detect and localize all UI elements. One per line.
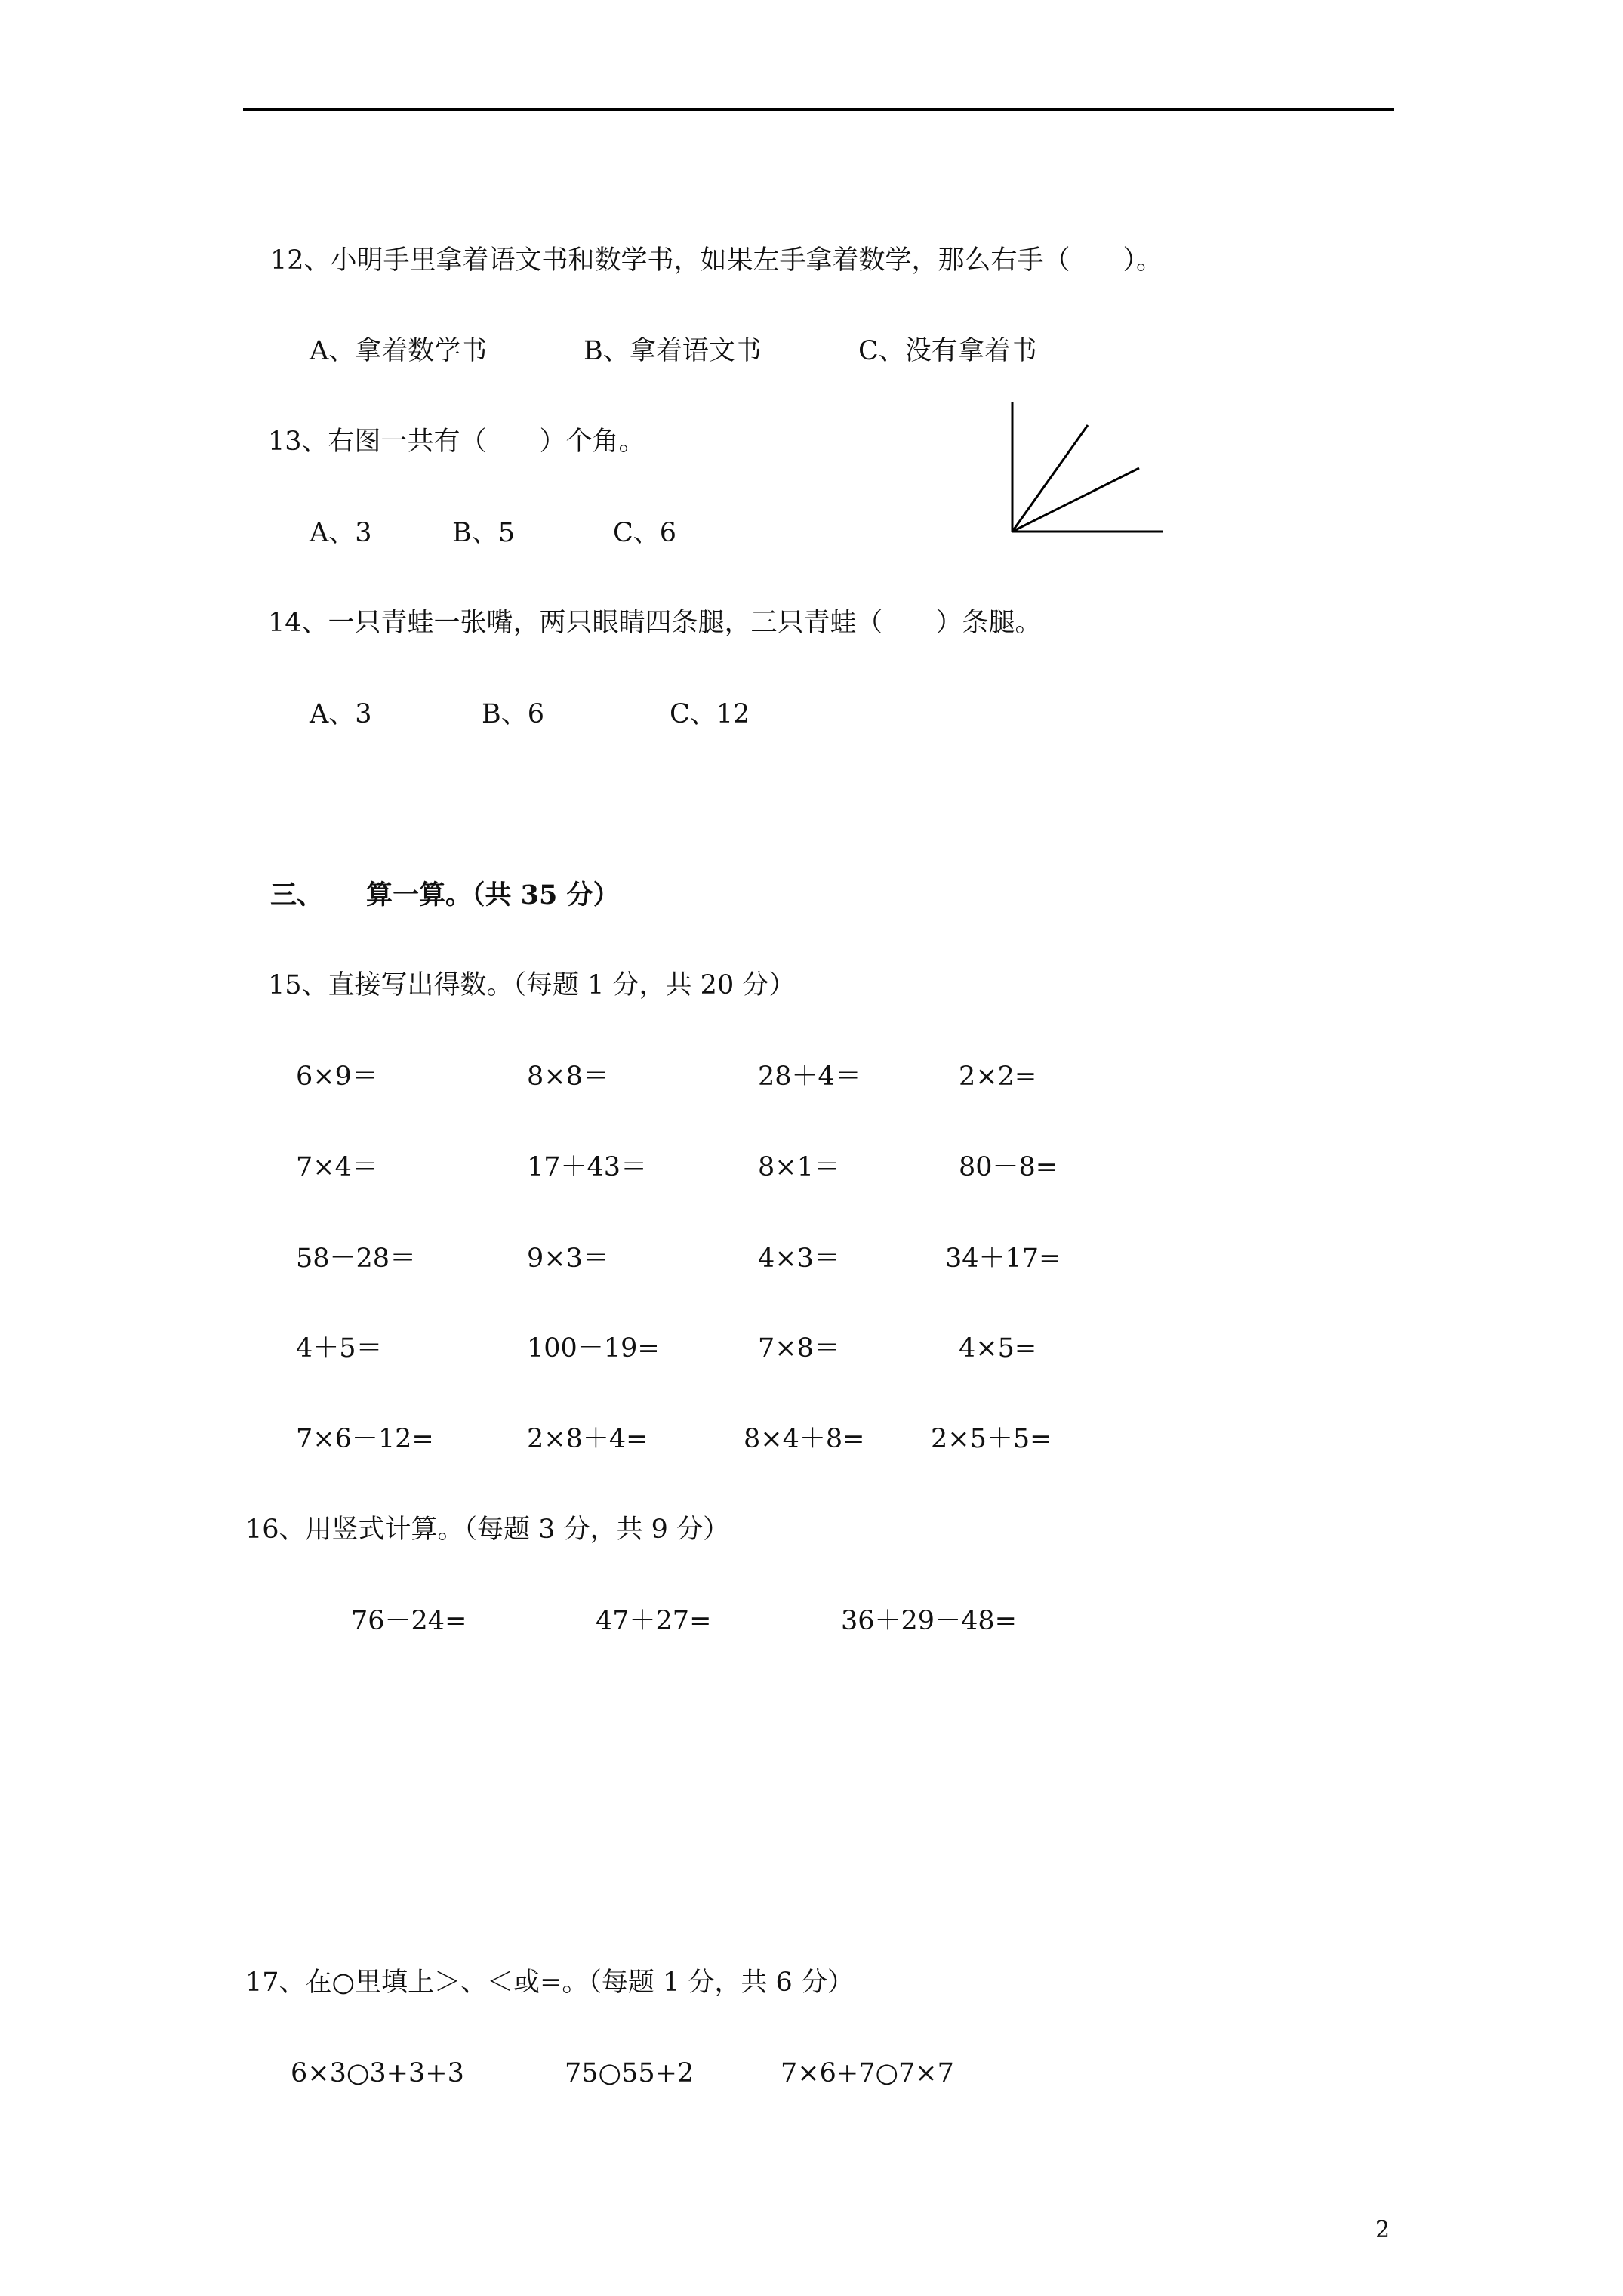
- q15-question: 15、直接写出得数。（每题 1 分，共 20 分）: [268, 970, 796, 1000]
- q12-option-a: A、拿着数学书: [310, 336, 488, 366]
- q15-r2-c3: 8×1＝: [758, 1152, 840, 1182]
- q14-option-a: A、3: [310, 699, 372, 729]
- angle-steep-ray: [1012, 425, 1088, 532]
- q12-option-b: B、拿着语文书: [584, 336, 762, 366]
- q14-option-c: C、12: [670, 699, 750, 729]
- q13-question: 13、右图一共有（ ）个角。: [268, 427, 645, 457]
- q13-option-b: B、5: [452, 518, 515, 548]
- q15-r5-c1: 7×6－12=: [296, 1424, 434, 1454]
- q12-option-c: C、没有拿着书: [858, 336, 1037, 366]
- q15-r1-c1: 6×9＝: [296, 1062, 378, 1092]
- q16-item-1: 76－24=: [351, 1606, 467, 1636]
- q15-r3-c3: 4×3＝: [758, 1244, 840, 1274]
- q15-r1-c2: 8×8＝: [527, 1062, 609, 1092]
- q15-r3-c1: 58－28＝: [296, 1244, 417, 1274]
- section-3-number: 三、: [270, 880, 324, 911]
- q16-item-3: 36＋29－48=: [841, 1606, 1017, 1636]
- q15-r5-c2: 2×8＋4=: [527, 1424, 648, 1454]
- q15-r3-c2: 9×3＝: [527, 1244, 609, 1274]
- q15-r1-c3: 28＋4＝: [758, 1062, 861, 1092]
- q15-r5-c4: 2×5＋5=: [931, 1424, 1052, 1454]
- q16-question: 16、用竖式计算。（每题 3 分，共 9 分）: [245, 1515, 730, 1545]
- q16-item-2: 47＋27=: [596, 1606, 712, 1636]
- q15-r4-c3: 7×8＝: [758, 1333, 840, 1364]
- page-number: 2: [1375, 2217, 1390, 2243]
- q15-r4-c2: 100－19=: [527, 1333, 660, 1364]
- q17-item-3: 7×6+7○7×7: [781, 2058, 954, 2088]
- q17-item-2: 75○55+2: [565, 2058, 694, 2088]
- q14-option-b: B、6: [482, 699, 544, 729]
- angle-figure: [1008, 399, 1168, 542]
- q15-r2-c2: 17＋43＝: [527, 1152, 648, 1182]
- q15-r4-c1: 4＋5＝: [296, 1333, 383, 1364]
- q17-item-1: 6×3○3+3+3: [291, 2058, 464, 2088]
- q15-r3-c4: 34＋17=: [945, 1244, 1061, 1274]
- q12-question: 12、小明手里拿着语文书和数学书，如果左手拿着数学，那么右手（ ）。: [270, 245, 1163, 276]
- q15-r4-c4: 4×5=: [959, 1333, 1037, 1364]
- q15-r5-c3: 8×4＋8=: [744, 1424, 865, 1454]
- q13-option-c: C、6: [613, 518, 677, 548]
- q13-option-a: A、3: [310, 518, 372, 548]
- q17-question: 17、在○里填上＞、＜或=。（每题 1 分，共 6 分）: [245, 1968, 854, 1998]
- q15-r1-c4: 2×2=: [959, 1062, 1037, 1092]
- q15-r2-c1: 7×4＝: [296, 1152, 378, 1182]
- angle-shallow-ray: [1012, 468, 1139, 532]
- header-rule: [243, 108, 1394, 111]
- section-3-title: 算一算。（共 35 分）: [366, 880, 620, 911]
- q15-r2-c4: 80－8=: [959, 1152, 1058, 1182]
- q14-question: 14、一只青蛙一张嘴，两只眼睛四条腿，三只青蛙（ ）条腿。: [268, 608, 1042, 638]
